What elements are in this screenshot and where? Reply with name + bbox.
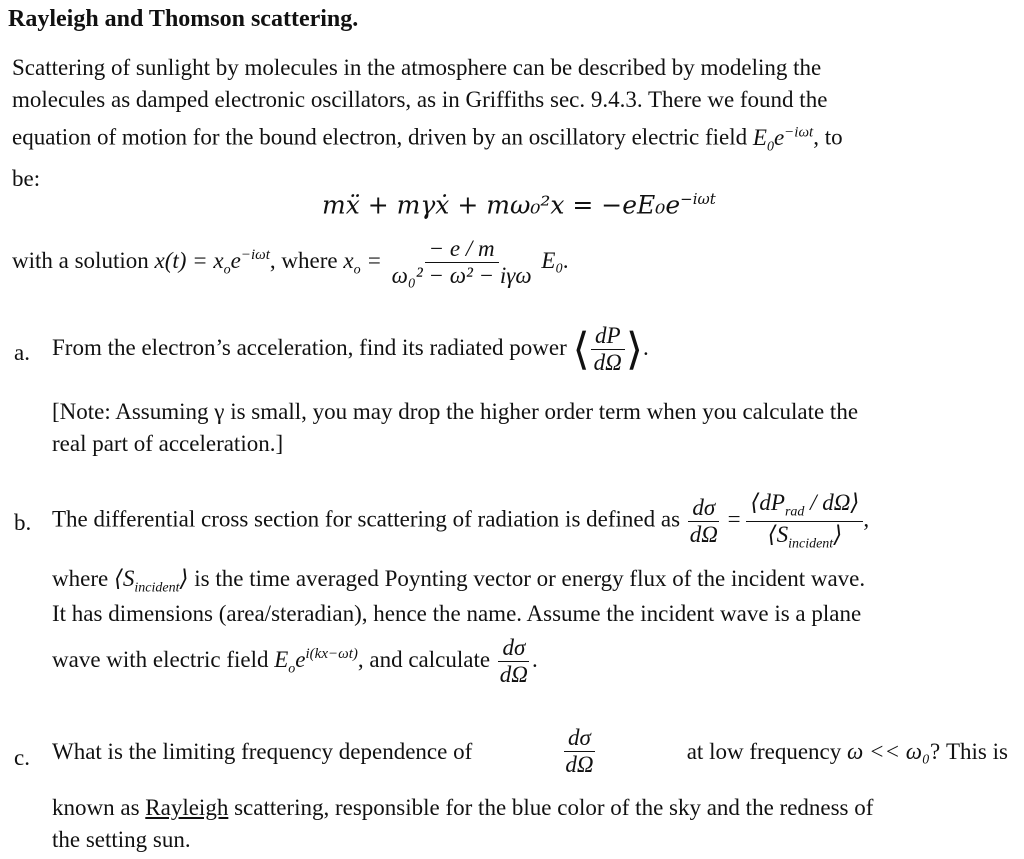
cross-section-lhs-numerator: dσ bbox=[688, 495, 719, 522]
part-a-note-line-1: [Note: Assuming γ is small, you may drop the higher order term when you calculate the bbox=[52, 399, 859, 424]
solution-xt: x(t) = x bbox=[154, 247, 224, 273]
part-b-line-3: It has dimensions (area/steradian), hence the name. Assume the incident wave is a plane bbox=[52, 601, 862, 626]
part-b-line-2-end: is the time averaged Poynting vector or energy flux of the incident wave. bbox=[188, 566, 866, 591]
part-b-line-2-start: where bbox=[52, 566, 114, 591]
intro-line-4: be: bbox=[12, 166, 41, 192]
power-denominator: dΩ bbox=[593, 350, 622, 375]
part-c-text-1: What is the limiting frequency dependence of bbox=[52, 738, 473, 764]
solution-where: , where bbox=[269, 247, 344, 273]
solution-prefix: with a solution bbox=[12, 247, 155, 273]
part-c-explanation bbox=[52, 792, 873, 856]
part-c-fraction: $\frac{d\sigma}{d\Omega}$ bbox=[565, 725, 594, 777]
amplitude-denominator: ω₀² − ω² − iγω bbox=[391, 263, 532, 288]
power-numerator: dP bbox=[591, 323, 625, 350]
intro-line-2: molecules as damped electronic oscillators, as in Griffiths sec. 9.4.3. There we found the bbox=[12, 87, 828, 112]
rayleigh-link: Rayleigh bbox=[145, 795, 229, 820]
part-b-line-4-start: wave with electric field bbox=[52, 646, 275, 672]
rhs-numerator-end: / dΩ⟩ bbox=[804, 490, 860, 515]
calc-fraction: $\frac{d\sigma}{d\Omega}$ bbox=[499, 635, 528, 687]
part-b-line-4-end: , and calculate bbox=[357, 646, 491, 672]
part-a-note-line-2: real part of acceleration.] bbox=[52, 431, 284, 456]
amplitude-numerator: − e / m bbox=[425, 236, 499, 263]
part-a-note bbox=[52, 396, 1008, 460]
part-c-text-3: ? This is bbox=[930, 738, 1008, 764]
equation-of-motion-exponent: −iωt bbox=[680, 190, 716, 208]
part-b-label: b. bbox=[14, 510, 32, 535]
part-c-text-2: at low frequency bbox=[686, 738, 848, 764]
solution-field: E₀. bbox=[541, 247, 570, 273]
plane-wave-exponent: i(kx−ωt) bbox=[305, 646, 358, 663]
cross-section-lhs-denominator: dΩ bbox=[689, 521, 718, 547]
part-c-line-2 bbox=[52, 792, 873, 824]
part-b-line-4: wave with electric field $E_oe^{i(kx-\omega t)}$, and calculate $\frac{d\sigma}{d\Omega}$ . bbox=[52, 635, 538, 687]
part-a-question: From the electron’s acceleration, find its radiated power ⟨ $\frac{dP}{d\Omega}$ ⟩. bbox=[52, 323, 649, 375]
intro-line-3-text: equation of motion for the bound electron, driven by an oscillatory electric field bbox=[12, 124, 753, 150]
part-c-line-2-end: scattering, responsible for the blue color of the sky and the redness of bbox=[228, 795, 874, 820]
field-expression: $E_0e^{-i\omega t}$ bbox=[752, 124, 814, 155]
part-b-text: The differential cross section for scattering of radiation is defined as bbox=[52, 506, 681, 532]
rhs-incident-subscript: incident bbox=[788, 536, 834, 552]
equation-of-motion-body: mẍ + mγẋ + mω₀²x = −eE₀e bbox=[322, 190, 681, 220]
power-fraction bbox=[590, 323, 626, 376]
part-b-definition: The differential cross section for scattering of radiation is defined as $\frac{d\sigma}{d\Omega}$ = $\frac{⟨dP_{rad} / d\Omega⟩}{⟨S_{incident}⟩}$ , bbox=[52, 490, 870, 552]
page-title: Rayleigh and Thomson scattering. bbox=[8, 6, 359, 32]
solution-line: with a solution $x(t) = x_oe^{-i\omega t}$, where $x_o$ = $\frac{- e / m}{\text{ω₀² − ω² − iγω}}$ E₀. bbox=[12, 236, 570, 288]
rhs-rad-subscript: rad bbox=[784, 504, 805, 520]
rhs-denominator: ⟨S bbox=[767, 521, 789, 547]
part-c-line-3: the setting sun. bbox=[52, 827, 191, 852]
low-frequency-condition: ω << ω₀ bbox=[847, 738, 931, 764]
amplitude-fraction bbox=[388, 236, 536, 289]
part-c-question bbox=[52, 725, 1008, 778]
part-c-label: c. bbox=[14, 745, 30, 770]
cross-section-rhs: $\frac{⟨dP_{rad} / d\Omega⟩}{⟨S_{incident}⟩}$ bbox=[746, 490, 863, 552]
intro-line-1: Scattering of sunlight by molecules in the atmosphere can be described by modeling the bbox=[12, 55, 822, 80]
equation-of-motion bbox=[322, 190, 716, 219]
intro-line-3 bbox=[12, 116, 1008, 163]
part-b-line-2: where $⟨S_{incident}⟩$ is the time averaged Poynting vector or energy flux of the incident wave. bbox=[52, 566, 866, 596]
part-c-line-2-start: known as bbox=[52, 795, 146, 820]
intro-paragraph bbox=[12, 52, 1008, 195]
part-a-text: From the electron’s acceleration, find its radiated power bbox=[52, 334, 567, 360]
cross-section-lhs bbox=[686, 495, 722, 548]
part-a-label: a. bbox=[14, 340, 30, 365]
rhs-numerator: ⟨dP bbox=[750, 490, 785, 515]
intro-line-3-end: , to bbox=[813, 124, 843, 150]
